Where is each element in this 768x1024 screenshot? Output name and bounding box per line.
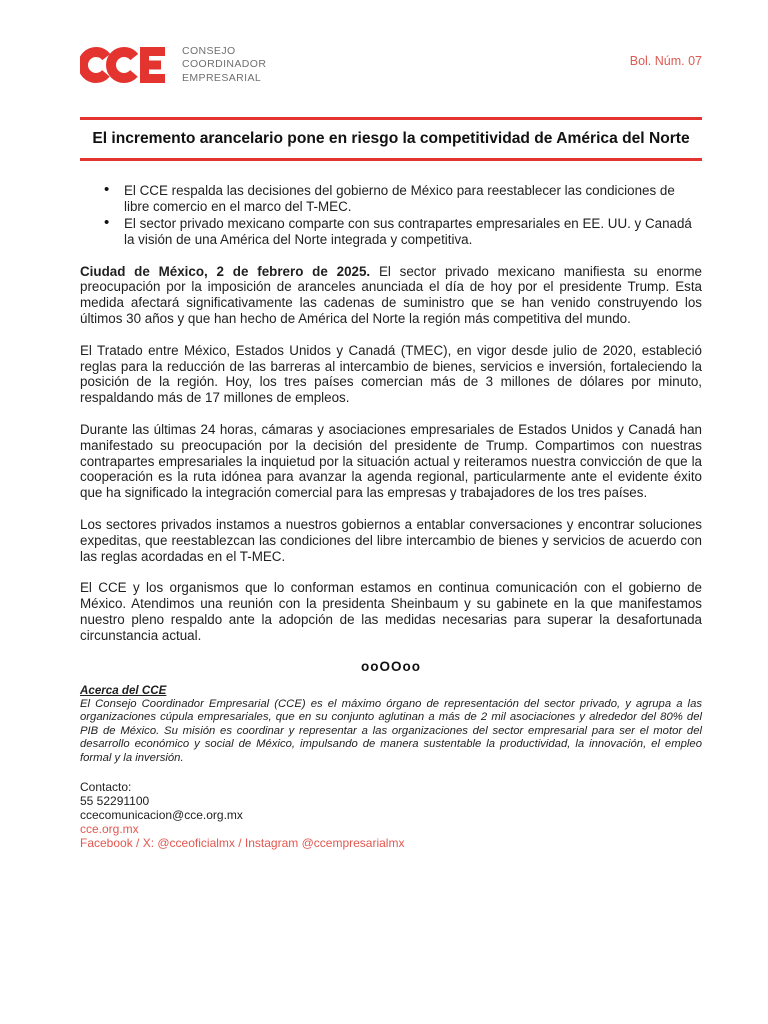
contact-label: Contacto:	[80, 780, 132, 795]
about-text: El Consejo Coordinador Empresarial (CCE) es el máximo órgano de representación del sector privado, y agrupa a las organizaciones cúpula empresariales, que en su conjunto aglutinan a más de 2 mil asociaciones y alrededor del 80% del PIB de México. Su misión es coordinar y representar a las organizaciones del sector empresarial para ser el motor del desarrollo económico y social de México, impulsando de manera sustentable la productividad, la innovación, el empleo formal y la inversión.	[80, 697, 702, 764]
logo-line: COORDINADOR	[182, 58, 267, 71]
bulletin-number: Bol. Núm. 07	[629, 54, 702, 68]
bullet-item: • El sector privado mexicano comparte con sus contrapartes empresariales en EE. UU. y Canadá la visión de una América del Norte integrada y competitiva.	[124, 216, 702, 248]
divider-rule-under-title	[80, 158, 702, 161]
website-link[interactable]: cce.org.mx	[80, 821, 139, 836]
section-divider: ooOOoo	[361, 658, 421, 674]
paragraph-government: El CCE y los organismos que lo conforman estamos en continua comunicación con el gobierno de México. Atendimos una reunión con la presidenta Sheinbaum y su gabinete en la que manifestamos nuestro pleno respaldo ante la adopción de las medidas necesarias para superar la desafortunada circunstancia actual.	[80, 580, 702, 643]
contact-phone: 55 52291100	[80, 794, 150, 809]
paragraph-dateline	[80, 264, 702, 327]
paragraph-text: El sector privado mexicano manifiesta su enorme preocupación por la imposición de aranceles anunciada el día de hoy por el presidente Trump. Esta medida afectará significativamente las cadenas de suministro que se han venido construyendo los últimos 30 años y que han hecho de América del Norte la región más competitiva del mundo.	[80, 263, 702, 326]
bullet-item: • El CCE respalda las decisiones del gobierno de México para reestablecer las condiciones de libre comercio en el marco del T-MEC.	[124, 183, 702, 215]
summary-bullet-list	[80, 183, 702, 248]
about-heading: Acerca del CCE	[80, 683, 167, 697]
cce-logo	[80, 42, 266, 88]
cce-logo-icon	[80, 42, 172, 88]
contact-email: ccecomunicacion@cce.org.mx	[80, 808, 243, 823]
paragraph-call-to-action: Los sectores privados instamos a nuestros gobiernos a entablar conversaciones y encontrar soluciones expeditas, que reestablezcan las condiciones del libre intercambio de bienes y servicios de acuerdo con las reglas acordadas en el T-MEC.	[80, 516, 702, 564]
social-links[interactable]: Facebook / X: @cceoficialmx / Instagram @ccempresarialmx	[80, 835, 405, 850]
document-title: El incremento arancelario pone en riesgo la competitividad de América del Norte	[92, 130, 690, 147]
divider-rule-top	[80, 117, 702, 120]
logo-line: EMPRESARIAL	[182, 71, 262, 84]
contact-block	[80, 781, 702, 850]
dateline-lead: Ciudad de México, 2 de febrero de 2025.	[80, 263, 371, 279]
about-section	[80, 684, 702, 766]
header	[80, 42, 702, 88]
logo-line: CONSEJO	[182, 44, 236, 57]
paragraph-reactions: Durante las últimas 24 horas, cámaras y asociaciones empresariales de Estados Unidos y Canadá han manifestado su preocupación por la decisión del presidente de Trump. Compartimos con nuestras contrapartes empresariales la inquietud por la situación actual y reiteramos nuestra convicción de que la cooperación es la ruta idónea para avanzar la agenda regional, particularmente ante el evidente éxito que ha significado la integración comercial para las empresas y trabajadores de los tres países.	[80, 421, 702, 501]
logo-wordmark	[182, 45, 266, 86]
paragraph-tmec: El Tratado entre México, Estados Unidos y Canadá (TMEC), en vigor desde julio de 2020, estableció reglas para la reducción de las barreras al intercambio de bienes, servicios e inversión, fortaleciendo la posición de la región. Hoy, los tres países comercian más de 3 millones de dólares por minuto, respaldando más de 17 millones de empleos.	[80, 342, 702, 406]
